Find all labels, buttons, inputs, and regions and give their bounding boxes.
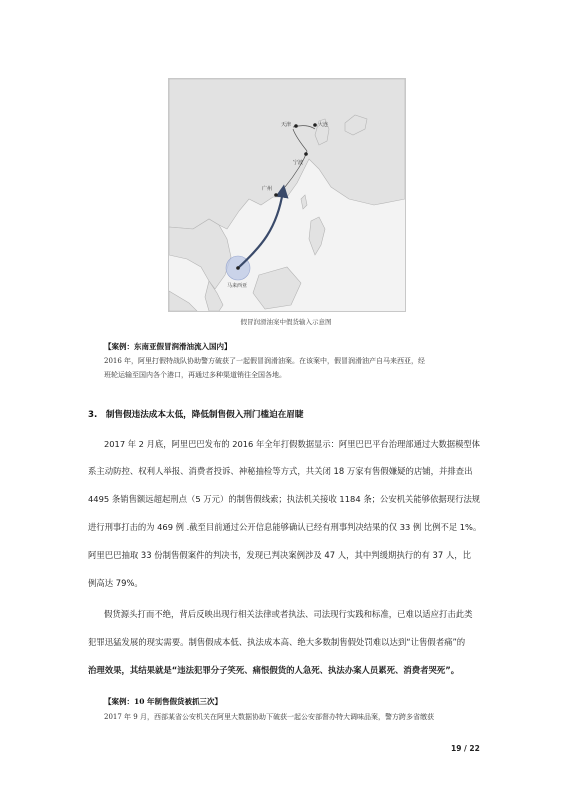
case1-line-1: 2016 年，阿里打假特战队协助警方破获了一起假冒润滑油案。在该案中，假冒润滑油产自马来西亚，经 — [104, 357, 426, 365]
figure-caption: 假冒润滑油案中假货输入示意图 — [240, 318, 332, 326]
china-landmass — [169, 79, 405, 229]
paragraph2-line-2: 犯罪迅猛发展的现实需要。制售假成本低、执法成本高、绝大多数制售假处罚难以达到“让售假者痛”的 — [88, 637, 466, 647]
city-label-dalian: 大连 — [318, 122, 329, 128]
paragraph1-line-2: 系主动防控、权利人举报、消费者投诉、神秘抽检等方式，共关闭 18 万家有售假嫌疑的店铺，并排查出 — [88, 466, 473, 476]
route-map — [168, 78, 406, 312]
port-dot-tianjin — [294, 124, 298, 128]
case1-line-2: 班轮运输至国内各个港口，再通过多种渠道销往全国各地。 — [104, 371, 286, 379]
philippines-islands — [309, 217, 325, 255]
page-number: 19 / 22 — [451, 744, 480, 753]
borneo-island — [253, 267, 301, 309]
sumatra-island — [169, 291, 197, 311]
map-illustration — [169, 79, 405, 311]
port-dot-guangzhou — [274, 193, 278, 197]
paragraph1-line-1: 2017 年 2 月底，阿里巴巴发布的 2016 年全年打假数据显示：阿里巴巴平台治理部通过大数据模型体 — [104, 439, 480, 449]
paragraph1-line-4: 进行刑事打击的为 469 例 .截至目前通过公开信息能够确认已经有刑事判决结果的仅 33 例 比例不足 1%。 — [88, 522, 482, 532]
indochina-landmass — [169, 219, 231, 289]
case1-title: 【案例：东南亚假冒润滑油流入国内】 — [104, 342, 232, 351]
city-label-tianjin: 天津 — [281, 122, 292, 128]
taiwan-island — [301, 195, 307, 209]
section-heading: 3. 制售假违法成本太低，降低制售假入刑门槛迫在眉睫 — [88, 410, 304, 420]
paragraph2-line-1: 假货源头打而不绝，背后反映出现行相关法律或者执法、司法现行实践和标准，已难以适应打击此类 — [104, 609, 473, 619]
paragraph1-line-5: 阿里巴巴抽取 33 份制售假案件的判决书，发现已判决案例涉及 47 人，其中判缓期执行的有 37 人，比 — [88, 550, 471, 560]
city-label-guangzhou: 广州 — [262, 186, 273, 192]
case2-line-1: 2017 年 9 月，西部某省公安机关在阿里大数据协助下破获一起公安部督办特大调味品案，警方跨多省缴获 — [104, 713, 434, 721]
paragraph1-line-3: 4495 条销售额远超起刑点（5 万元）的制售假线索；执法机关接收 1184 条；公安机关能够依据现行法规 — [88, 494, 481, 504]
paragraph2-line-3: 治理效果，其结果就是“违法犯罪分子笑死、痛恨假货的人急死、执法办案人员累死、消费者哭死”。 — [88, 665, 460, 675]
city-label-malaysia: 马来西亚 — [227, 283, 248, 289]
case2-title: 【案例：10 年制售假货被抓三次】 — [104, 697, 223, 706]
port-dot-malaysia — [236, 266, 240, 270]
port-dot-dalian — [313, 123, 317, 127]
city-label-ningbo: 宁波 — [293, 160, 304, 166]
port-dot-ningbo — [304, 152, 308, 156]
paragraph1-line-6: 例高达 79%。 — [88, 578, 143, 588]
